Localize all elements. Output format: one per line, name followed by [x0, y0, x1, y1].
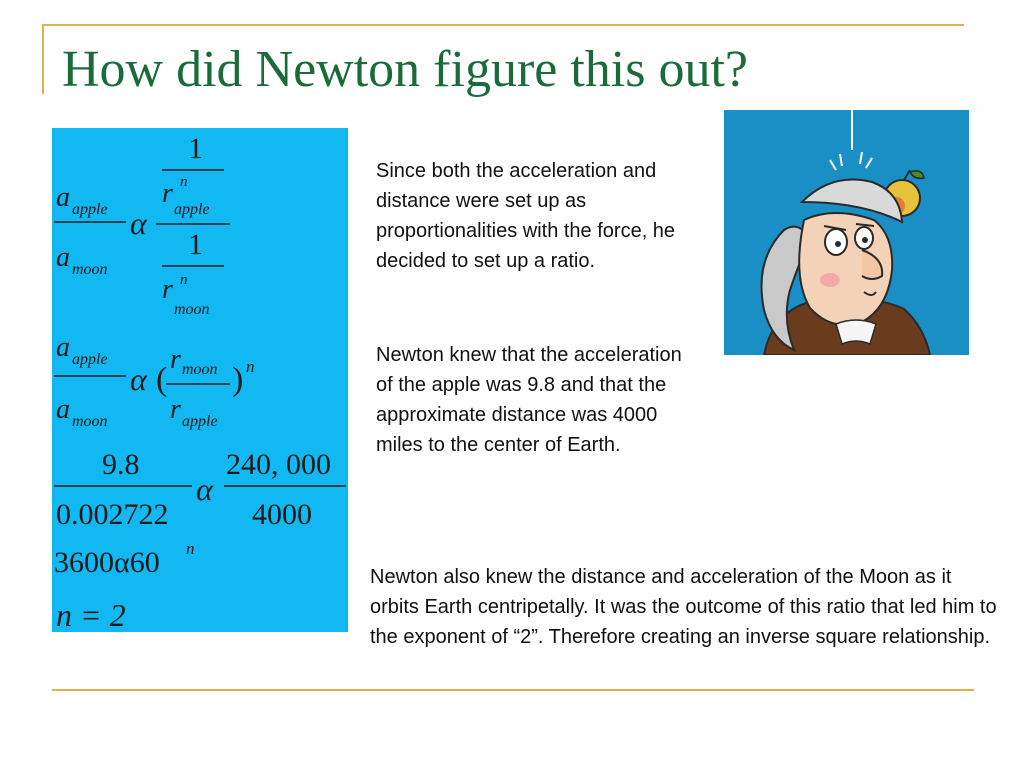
- eq4-text: 3600α60: [54, 546, 160, 579]
- eq2-r-sub-apple: apple: [182, 413, 218, 430]
- eq2-proportional: α: [130, 361, 147, 397]
- eq4-exp-n: n: [186, 539, 195, 558]
- eq1-a-moon: a: [56, 242, 70, 273]
- paragraph-apple-values: Newton knew that the acceleration of the apple was 9.8 and that the approximate distance was 4000 miles to the center of Earth.: [376, 344, 682, 456]
- equation-simplified-ratio: [54, 332, 255, 430]
- newton-apple-cartoon-icon: [724, 110, 969, 355]
- paragraph-inverse-square: Newton also knew the distance and acceleration of the Moon as it orbits Earth centripetally. It was the outcome of this ratio that led him to the exponent of “2”. Therefore creating an inverse square relationship.: [370, 566, 997, 648]
- cartoon-drawing: [724, 110, 969, 355]
- frame-top-rule: [42, 24, 964, 26]
- paragraph-ratio-setup: Since both the acceleration and distance were set up as proportionalities with the force, he decided to set up a ratio.: [376, 160, 676, 272]
- frame-left-rule: [42, 24, 44, 94]
- equation-svg: [52, 128, 348, 632]
- eq3-moon-accel: 0.002722: [56, 498, 169, 531]
- eq2-r-apple: r: [170, 394, 181, 425]
- eq1-sub-apple: apple: [72, 201, 108, 218]
- eq1-r-sub-moon: moon: [174, 301, 210, 318]
- slide-title: How did Newton figure this out?: [62, 41, 749, 98]
- eq2-r-moon: r: [170, 344, 181, 375]
- eq1-exp-n-bottom: n: [180, 272, 188, 288]
- eq2-sub-apple: apple: [72, 351, 108, 368]
- equation-panel: [52, 128, 348, 632]
- eq2-a-apple: a: [56, 332, 70, 363]
- eq1-a-apple: a: [56, 182, 70, 213]
- eq2-paren-close: ): [232, 361, 244, 398]
- eq3-moon-distance: 240, 000: [226, 448, 331, 481]
- equation-substituted-values: [54, 448, 346, 531]
- eq1-exp-n-top: n: [180, 174, 188, 190]
- eq2-exp-n: n: [246, 357, 255, 376]
- equation-ratio-setup: [54, 132, 230, 318]
- eq1-proportional: α: [130, 205, 147, 241]
- eq1-r-moon: r: [162, 274, 173, 305]
- eq3-earth-radius: 4000: [252, 498, 312, 531]
- eq2-sub-moon: moon: [72, 413, 108, 430]
- eq2-paren-open: (: [156, 361, 168, 398]
- eq2-r-sub-moon: moon: [182, 361, 218, 378]
- frame-bottom-rule: [52, 689, 974, 691]
- eq3-apple-accel: 9.8: [102, 448, 140, 481]
- eq2-a-moon: a: [56, 394, 70, 425]
- eq1-r-apple: r: [162, 178, 173, 209]
- eq1-one-top: 1: [188, 132, 203, 165]
- eq5-result: n = 2: [56, 597, 126, 632]
- eq1-sub-moon: moon: [72, 261, 108, 278]
- eq1-one-bottom: 1: [188, 228, 203, 261]
- equation-reduced: [54, 539, 195, 579]
- eq3-proportional: α: [196, 471, 213, 507]
- eq1-r-sub-apple: apple: [174, 201, 210, 218]
